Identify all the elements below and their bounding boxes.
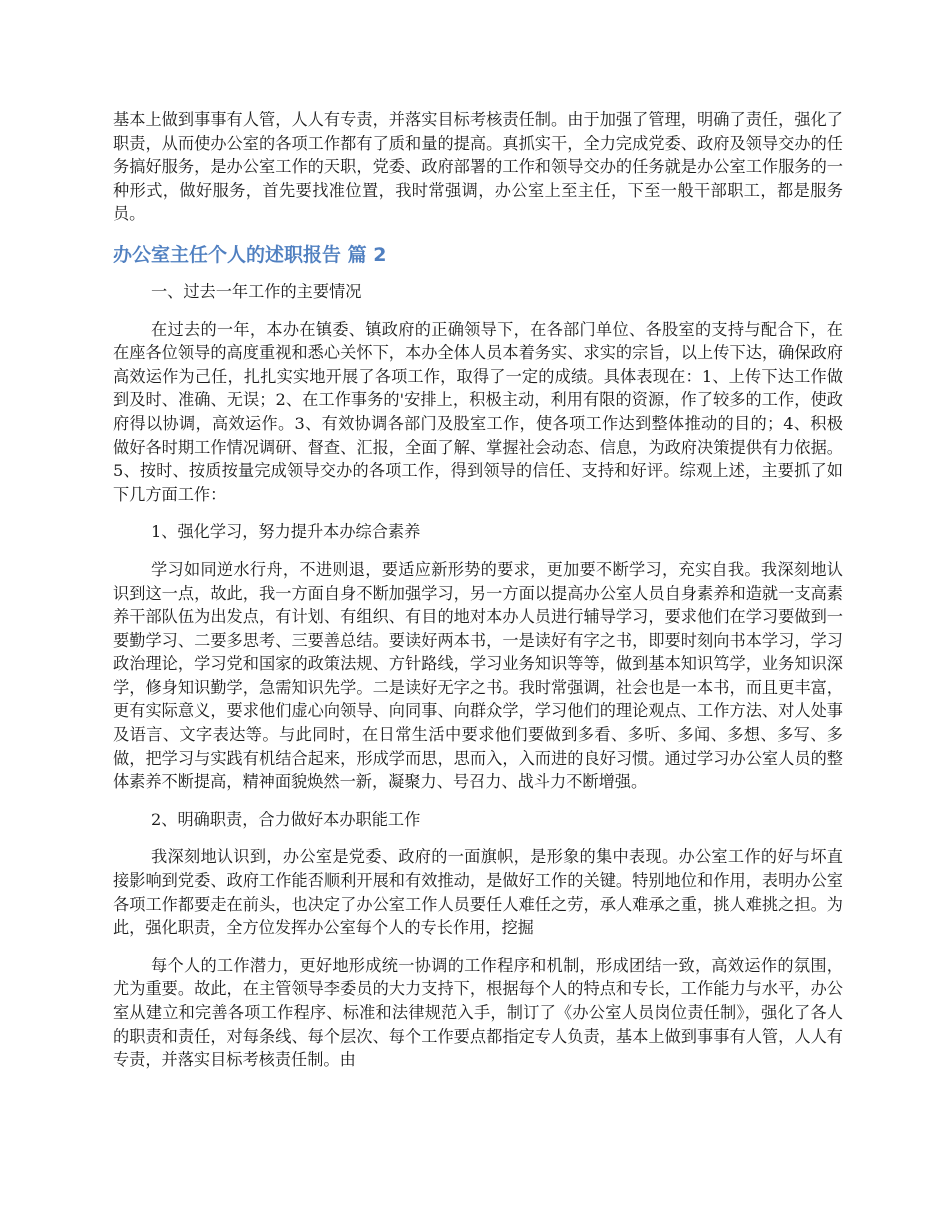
section-1-title: 一、过去一年工作的主要情况	[151, 281, 362, 301]
item-2-title: 2、明确职责，合力做好本办职能工作	[151, 809, 421, 829]
item-2-body: 我深刻地认识到，办公室是党委、政府的一面旗帜，是形象的集中表现。办公室工作的好与坏直接影响到党委、政府工作能否顺利开展和有效推动，是做好工作的关键。特别地位和作用，表明办公室各项工作都要走在前头，也决定了办公室工作人员要任人难任之劳，承人难承之重，挑人难挑之担。为此，强化职责，全方位发挥办公室每个人的专长作用，挖掘	[113, 847, 843, 938]
item-1-body: 学习如同逆水行舟，不进则退，要适应新形势的要求，更加要不断学习，充实自我。我深刻地认识到这一点，故此，我一方面自身不断加强学习，另一方面以提高办公室人员自身素养和造就一支高素养干部队伍为出发点，有计划、有组织、有目的地对本办人员进行辅导学习，要求他们在学习要做到一要勤学习、二要多思考、三要善总结。要读好两本书，一是读好有字之书，即要时刻向书本学习，学习政治理论，学习党和国家的政策法规、方针路线，学习业务知识等等，做到基本知识笃学，业务知识深学，修身知识勤学，急需知识先学。二是读好无字之书。我时常强调，社会也是一本书，而且更丰富，更有实际意义，要求他们虚心向领导、向同事、向群众学，学习他们的理论观点、工作方法、对人处事及语言、文字表达等。与此同时，在日常生活中要求他们要做到多看、多听、多闻、多想、多写、多做，把学习与实践有机结合起来，形成学而思，思而入，入而进的良好习惯。通过学习办公室人员的整体素养不断提高，精神面貌焕然一新，凝聚力、号召力、战斗力不断增强。	[113, 559, 843, 792]
intro-paragraph: 基本上做到事事有人管，人人有专责，并落实目标考核责任制。由于加强了管理，明确了责任，强化了职责，从而使办公室的各项工作都有了质和量的提高。真抓实干，全力完成党委、政府及领导交办的任务搞好服务，是办公室工作的天职，党委、政府部署的工作和领导交办的任务就是办公室工作服务的一种形式，做好服务，首先要找准位置，我时常强调，办公室上至主任，下至一般干部职工，都是服务员。	[113, 110, 843, 224]
document-page	[113, 108, 843, 1086]
item-1-title: 1、强化学习，努力提升本办综合素养	[151, 522, 421, 542]
section-1-body: 在过去的一年，本办在镇委、镇政府的正确领导下，在各部门单位、各股室的支持与配合下，在在座各位领导的高度重视和悉心关怀下，本办全体人员本着务实、求实的宗旨，以上传下达，确保政府高效运作为己任，扎扎实实地开展了各项工作，取得了一定的成绩。具体表现在：1、上传下达工作做到及时、准确、无误；2、在工作事务的'安排上，积极主动，利用有限的资源，作了较多的工作，使政府得以协调，高效运作。3、有效协调各部门及股室工作，使各项工作达到整体推动的目的；4、积极做好各时期工作情况调研、督查、汇报，全面了解、掌握社会动态、信息，为政府决策提供有力依据。5、按时、按质按量完成领导交办的各项工作，得到领导的信任、支持和好评。综观上述，主要抓了如下几方面工作：	[113, 319, 843, 504]
section-heading: 办公室主任个人的述职报告 篇 2	[113, 243, 387, 266]
final-paragraph: 每个人的工作潜力，更好地形成统一协调的工作程序和机制，形成团结一致，高效运作的氛围，尤为重要。故此，在主管领导李委员的大力支持下，根据每个人的特点和专长，工作能力与水平，办公室从建立和完善各项工作程序、标准和法律规范入手，制订了《办公室人员岗位责任制》，强化了各人的职责和责任，对每条线、每个层次、每个工作要点都指定专人负责，基本上做到事事有人管，人人有专责，并落实目标考核责任制。由	[113, 955, 843, 1070]
